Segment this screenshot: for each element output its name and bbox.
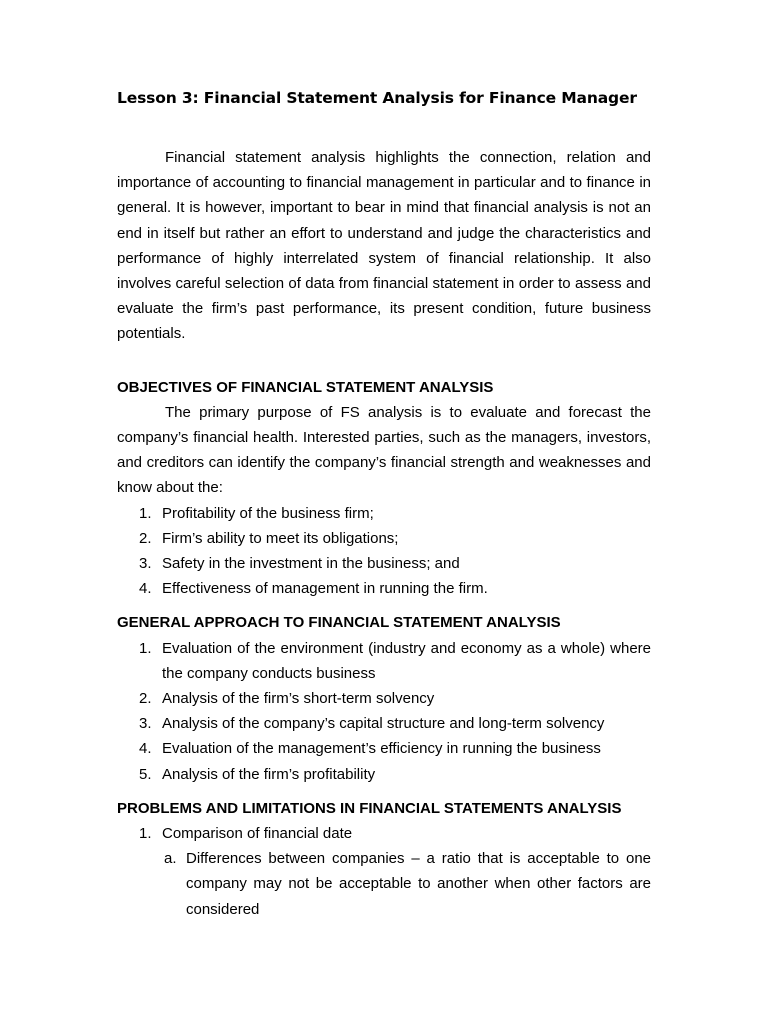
list-item <box>117 736 651 761</box>
approach-list <box>117 636 651 787</box>
problems-sublist <box>117 846 651 922</box>
list-number: 3. <box>139 715 152 733</box>
list-number: 2. <box>139 690 152 708</box>
list-number: 1. <box>139 504 152 522</box>
problems-heading: PROBLEMS AND LIMITATIONS IN FINANCIAL STATEMENTS ANALYSIS <box>117 799 622 817</box>
list-item-text: Profitability of the business firm; <box>162 504 374 522</box>
list-item <box>117 501 651 526</box>
list-number: 5. <box>139 765 152 783</box>
intro-paragraph: Financial statement analysis highlights the connection, relation and importance of accounting to financial management in particular and to finance in general. It is however, important to bear in mind that financial analysis is not an end in itself but rather an effort to understand and judge the characteristics and performance of highly interrelated system of financial relationship. It also involves careful selection of data from financial statement in order to assess and evaluate the firm’s past performance, its present condition, future business potentials. <box>117 149 651 343</box>
list-item-text: Evaluation of the management’s efficiency in running the business <box>162 740 601 758</box>
list-item-text: Evaluation of the environment (industry and economy as a whole) where the company conducts business <box>162 639 651 682</box>
objectives-list <box>117 501 651 602</box>
lesson-title: Lesson 3: Financial Statement Analysis for Finance Manager <box>117 89 637 107</box>
objectives-heading: OBJECTIVES OF FINANCIAL STATEMENT ANALYSIS <box>117 378 494 396</box>
list-item <box>117 762 651 787</box>
list-number: 4. <box>139 580 152 598</box>
list-item <box>117 526 651 551</box>
list-item <box>117 636 651 686</box>
sublist-item-text: Differences between companies – a ratio that is acceptable to one company may not be acceptable to another when other factors are considered <box>186 850 651 918</box>
objectives-paragraph: The primary purpose of FS analysis is to evaluate and forecast the company’s financial health. Interested parties, such as the managers, investors, and creditors can identify the company’s financial strength and weaknesses and know about the: <box>117 403 651 497</box>
list-item <box>117 821 651 846</box>
list-item <box>117 686 651 711</box>
sublist-item <box>117 846 651 922</box>
list-item-text: Effectiveness of management in running the firm. <box>162 580 488 598</box>
list-item-text: Analysis of the company’s capital structure and long-term solvency <box>162 715 605 733</box>
list-item-text: Safety in the investment in the business; and <box>162 555 460 573</box>
list-item <box>117 551 651 576</box>
list-number: 2. <box>139 529 152 547</box>
list-number: 4. <box>139 740 152 758</box>
list-item-text: Analysis of the firm’s short-term solvency <box>162 690 435 708</box>
list-item <box>117 576 651 601</box>
list-item-text: Firm’s ability to meet its obligations; <box>162 529 399 547</box>
list-number: 1. <box>139 825 152 843</box>
list-item <box>117 711 651 736</box>
list-item-text: Analysis of the firm’s profitability <box>162 765 376 783</box>
sublist-letter: a. <box>164 850 177 868</box>
list-number: 3. <box>139 555 152 573</box>
document-page <box>117 88 651 922</box>
list-number: 1. <box>139 639 152 657</box>
list-item-text: Comparison of financial date <box>162 825 353 843</box>
approach-heading: GENERAL APPROACH TO FINANCIAL STATEMENT ANALYSIS <box>117 614 561 632</box>
problems-list <box>117 821 651 846</box>
